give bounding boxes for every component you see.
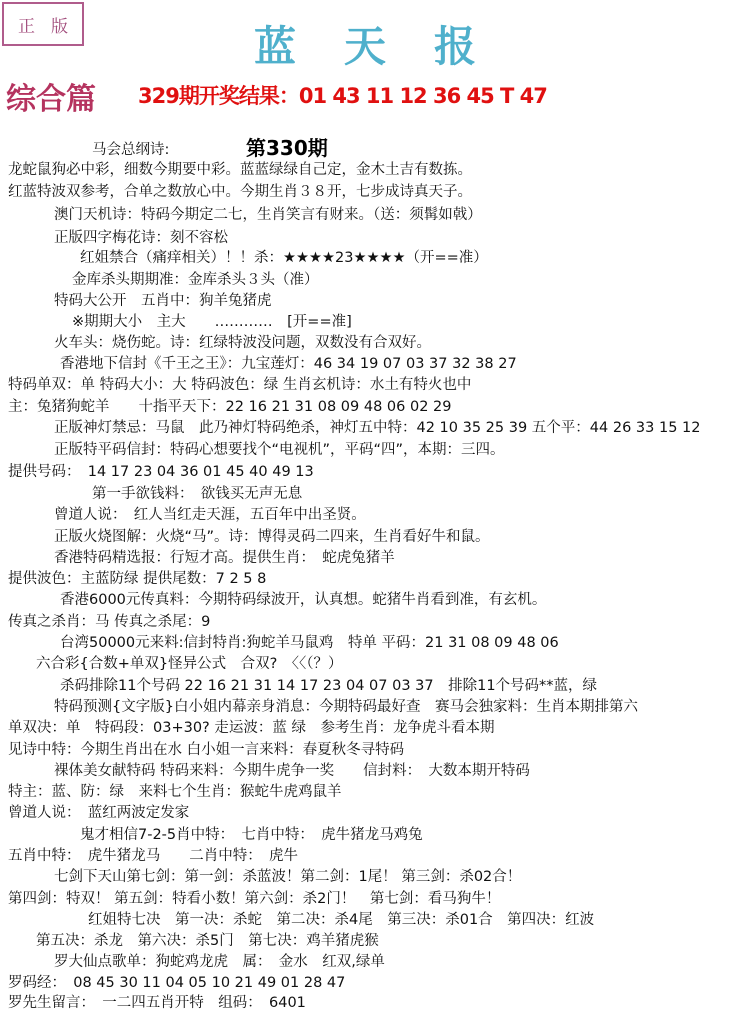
text-line: 正版特平码信封：特码心想要找个“电视机”，平码“四”，本期：三四。 [54, 442, 505, 458]
text-line: 龙蛇鼠狗必中彩，细数今期要中彩。蓝蓝绿绿自己定，金木土吉有数拣。 [8, 162, 472, 178]
text-line: 香港6000元传真料：今期特码绿波开，认真想。蛇猪牛肖看到准，有玄机。 [60, 592, 547, 608]
stamp-right-char: 版 [51, 16, 68, 37]
stamp-left-char: 正 [18, 16, 35, 37]
text-line: 五肖中特： 虎牛猪龙马 二肖中特： 虎牛 [8, 848, 298, 864]
text-line: 红蓝特波双参考，合单之数放心中。今期生肖３８开，七步成诗真天子。 [8, 184, 472, 200]
text-line: 正版火烧图解：火烧“马”。诗：博得灵码二四来，生肖看好牛和鼠。 [54, 529, 490, 545]
text-line: 火车头：烧伤蛇。诗：红绿特波没问题，双数没有合双好。 [54, 335, 431, 351]
text-line: 第四剑：特双！ 第五剑：特看小数！第六剑：杀2门！ 第七剑：看马狗牛！ [8, 891, 501, 907]
text-line: 第一手欲钱料： 欲钱买无声无息 [92, 486, 303, 502]
text-line: 正版神灯禁忌：马鼠 此乃神灯特码绝杀，神灯五中特：42 10 35 25 39 五个平：44 26 33 15 12 [54, 420, 701, 436]
text-line: 杀码排除11个号码 22 16 21 31 14 17 23 04 07 03 37 排除11个号码**蓝，绿 [60, 678, 598, 694]
text-line: 马会总纲诗: [92, 142, 170, 158]
text-line: 提供号码： 14 17 23 04 36 01 45 40 49 13 [8, 464, 314, 480]
text-line: 六合彩{合数+单双}怪异公式 合双? 〈〈（？） [36, 656, 343, 672]
text-line: 提供波色：主蓝防绿 提供尾数：7 2 5 8 [8, 571, 267, 587]
text-line: 传真之杀肖：马 传真之杀尾：9 [8, 614, 211, 630]
section-title: 综合篇 [6, 82, 96, 117]
text-line: 裸体美女献特码 特码来料：今期牛虎争一奖 信封料： 大数本期开特码 [54, 763, 530, 779]
text-line: 特主：蓝、防：绿 来料七个生肖：猴蛇牛虎鸡鼠羊 [8, 784, 342, 800]
text-line: 罗码经： 08 45 30 11 04 05 10 21 49 01 28 47 [8, 975, 346, 991]
text-line: 正版四字梅花诗：刻不容松 [54, 230, 228, 246]
text-line: 特码单双：单 特码大小：大 特码波色：绿 生肖玄机诗：水土有特火也中 [8, 377, 472, 393]
text-line: 鬼才相信7-2-5肖中特： 七肖中特： 虎牛猪龙马鸡兔 [80, 827, 423, 843]
text-line: 曾道人说： 蓝红两波定发家 [8, 805, 190, 821]
draw-result: 329期开奖结果：01 43 11 12 36 45 T 47 [138, 84, 547, 108]
text-line: ※期期大小 主大 ………… [开==准] [72, 314, 352, 330]
text-line: 七剑下天山第七剑：第一剑：杀蓝波！第二剑：1尾！ 第三剑：杀02合！ [54, 869, 522, 885]
text-line: 主：兔猪狗蛇羊 十指平天下：22 16 21 31 08 09 48 06 02 29 [8, 399, 452, 415]
text-line: 特码预测{文字版}白小姐内幕亲身消息：今期特码最好查 赛马会独家料：生肖本期排第六 [54, 699, 638, 715]
newspaper-masthead: 蓝天报 [253, 22, 524, 71]
text-line: 第五决：杀龙 第六决：杀5门 第七决：鸡羊猪虎猴 [36, 933, 379, 949]
text-line: 见诗中特：今期生肖出在水 白小姐一言来料：春夏秋冬寻特码 [8, 742, 405, 758]
text-line: 澳门天机诗：特码今期定二七，生肖笑言有财来。（送：须髯如戟） [54, 207, 482, 223]
text-line: 台湾50000元来料:信封特肖:狗蛇羊马鼠鸡 特单 平码：21 31 08 09 48 06 [60, 635, 559, 651]
issue-number: 第330期 [246, 136, 328, 160]
text-line: 金库杀头期期准：金库杀头３头（准） [72, 272, 319, 288]
text-line: 罗大仙点歌单：狗蛇鸡龙虎 属： 金水 红双,绿单 [54, 954, 385, 970]
text-line: 罗先生留言： 一二四五肖开特 组码： 6401 [8, 995, 306, 1011]
text-line: 曾道人说： 红人当红走天涯，五百年中出圣贤。 [54, 507, 366, 523]
text-line: 单双决：单 特码段：03+30? 走运波：蓝 绿 参考生肖：龙争虎斗看本期 [8, 720, 495, 736]
text-line: 红姐禁合（痛痒相关）！！杀：★★★★23★★★★（开==准） [80, 250, 488, 266]
text-line: 香港特码精选报：行短才高。提供生肖： 蛇虎兔猪羊 [54, 550, 395, 566]
text-line: 香港地下信封《千王之王》：九宝莲灯：46 34 19 07 03 37 32 38 27 [60, 356, 517, 372]
text-line: 红姐特七决 第一决：杀蛇 第二决：杀4尾 第三决：杀01合 第四决：红波 [88, 912, 595, 928]
text-line: 特码大公开 五肖中：狗羊兔猪虎 [54, 293, 272, 309]
